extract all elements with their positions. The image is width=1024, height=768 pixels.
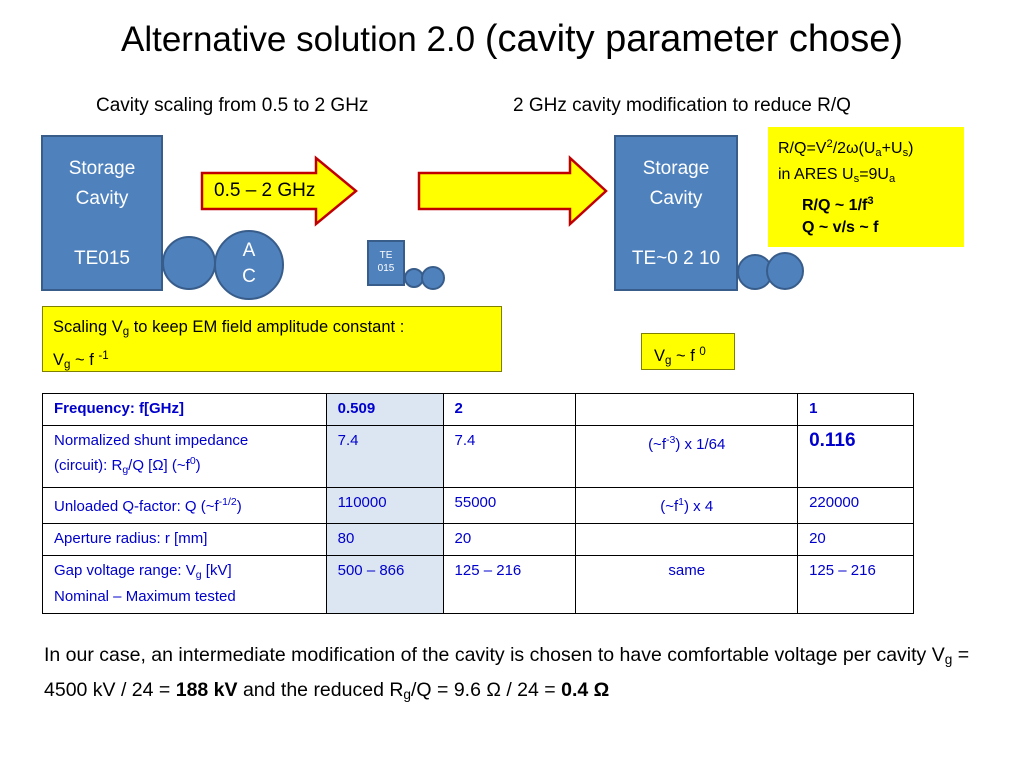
small-coupler-circle-2 — [421, 266, 445, 290]
table-row — [43, 556, 914, 614]
scaling-note-line1: Scaling $V_g$ to keep EM field amplitude constant : — [53, 318, 405, 338]
title-main: Alternative solution 2.0 — [121, 20, 485, 59]
cell-scaling — [576, 394, 798, 426]
modification-arrow-shape — [419, 158, 606, 224]
subhead-right: 2 GHz cavity modification to reduce R/Q — [513, 95, 851, 116]
subhead-left: Cavity scaling from 0.5 to 2 GHz — [96, 95, 369, 116]
row-label: Gap voltage range: $V_g$ [kV] Nominal – Maximum tested — [43, 556, 327, 614]
cell-1ghz: 1 — [798, 394, 914, 426]
cell-2ghz: 55000 — [443, 488, 576, 524]
scaling-note-line2: $V_g$ ~ f $^{-1}$ — [53, 350, 109, 371]
left-cavity-mode: TE015 — [74, 248, 130, 269]
row-label: Normalized shunt impedance (circuit): $R_g/Q$ [Ω] $(\sim f^0)$ — [43, 426, 327, 488]
small-cavity-line2: 015 — [377, 263, 395, 274]
left-cavity-line2: Cavity — [75, 188, 129, 209]
cell-scaling: $(\sim f^{-3})$ x 1/64 — [576, 426, 798, 488]
rq-line4: Q ~ v/s ~ f — [802, 219, 879, 236]
ac-circle — [214, 230, 284, 300]
right-cavity-mode: TE~0 2 10 — [631, 248, 721, 269]
cell-scaling: $(\sim f^1)$ x 4 — [576, 488, 798, 524]
cell-1ghz: 0.116 — [798, 426, 914, 488]
cell-1ghz: 125 – 216 — [798, 556, 914, 614]
table-row — [43, 524, 914, 556]
rq-line2: in ARES $U_s=9U_a$ — [778, 166, 896, 185]
left-coupler-circle — [162, 236, 216, 290]
cell-0509ghz: 110000 — [326, 488, 443, 524]
cell-2ghz: 20 — [443, 524, 576, 556]
title-paren: (cavity parameter chose) — [484, 18, 903, 60]
small-cavity-line1: TE — [379, 250, 393, 261]
cell-0509ghz: 80 — [326, 524, 443, 556]
table-row — [43, 488, 914, 524]
slide-title — [0, 18, 1024, 61]
row-label: Aperture radius: r [mm] — [43, 524, 327, 556]
rq-formula-box — [768, 127, 964, 247]
modification-arrow — [415, 155, 610, 227]
arrow-label: 0.5 – 2 GHz — [214, 180, 316, 201]
table-row — [43, 394, 914, 426]
cell-1ghz: 20 — [798, 524, 914, 556]
vg-note: $V_g$ ~ f $^0$ — [641, 333, 735, 370]
cell-2ghz: 125 – 216 — [443, 556, 576, 614]
ac-line1: A — [242, 240, 256, 261]
cell-2ghz: 2 — [443, 394, 576, 426]
left-cavity-line1: Storage — [68, 158, 136, 179]
cell-scaling — [576, 524, 798, 556]
table-row — [43, 426, 914, 488]
right-cavity-line2: Cavity — [649, 188, 703, 209]
small-cavity — [367, 240, 405, 286]
conclusion-text: In our case, an intermediate modification of the cavity is chosen to have comfortable voltage per cavity $V_g = 4500$ kV / 24 = 188 kV and the reduced $R_g/Q = 9.6$ Ω / 24 = 0.4 Ω — [44, 644, 970, 702]
left-storage-cavity — [41, 135, 163, 291]
cell-0509ghz: 0.509 — [326, 394, 443, 426]
cell-1ghz: 220000 — [798, 488, 914, 524]
cell-0509ghz: 7.4 — [326, 426, 443, 488]
right-coupler-circle-2 — [766, 252, 804, 290]
row-label: Frequency: f[GHz] — [43, 394, 327, 426]
row-label: Unloaded Q-factor: Q $(\sim f^{-1/2})$ — [43, 488, 327, 524]
right-cavity-line1: Storage — [642, 158, 710, 179]
rq-line3: R/Q ~ $1/f^3$ — [802, 195, 874, 214]
right-storage-cavity — [614, 135, 738, 291]
cavity-parameter-table — [42, 393, 914, 614]
cell-2ghz: 7.4 — [443, 426, 576, 488]
scaling-note — [42, 306, 502, 372]
cell-0509ghz: 500 – 866 — [326, 556, 443, 614]
rq-line1: $R/Q=V^2/2\omega(U_a+U_s)$ — [778, 138, 914, 159]
ac-line2: C — [242, 266, 256, 287]
cell-scaling: same — [576, 556, 798, 614]
